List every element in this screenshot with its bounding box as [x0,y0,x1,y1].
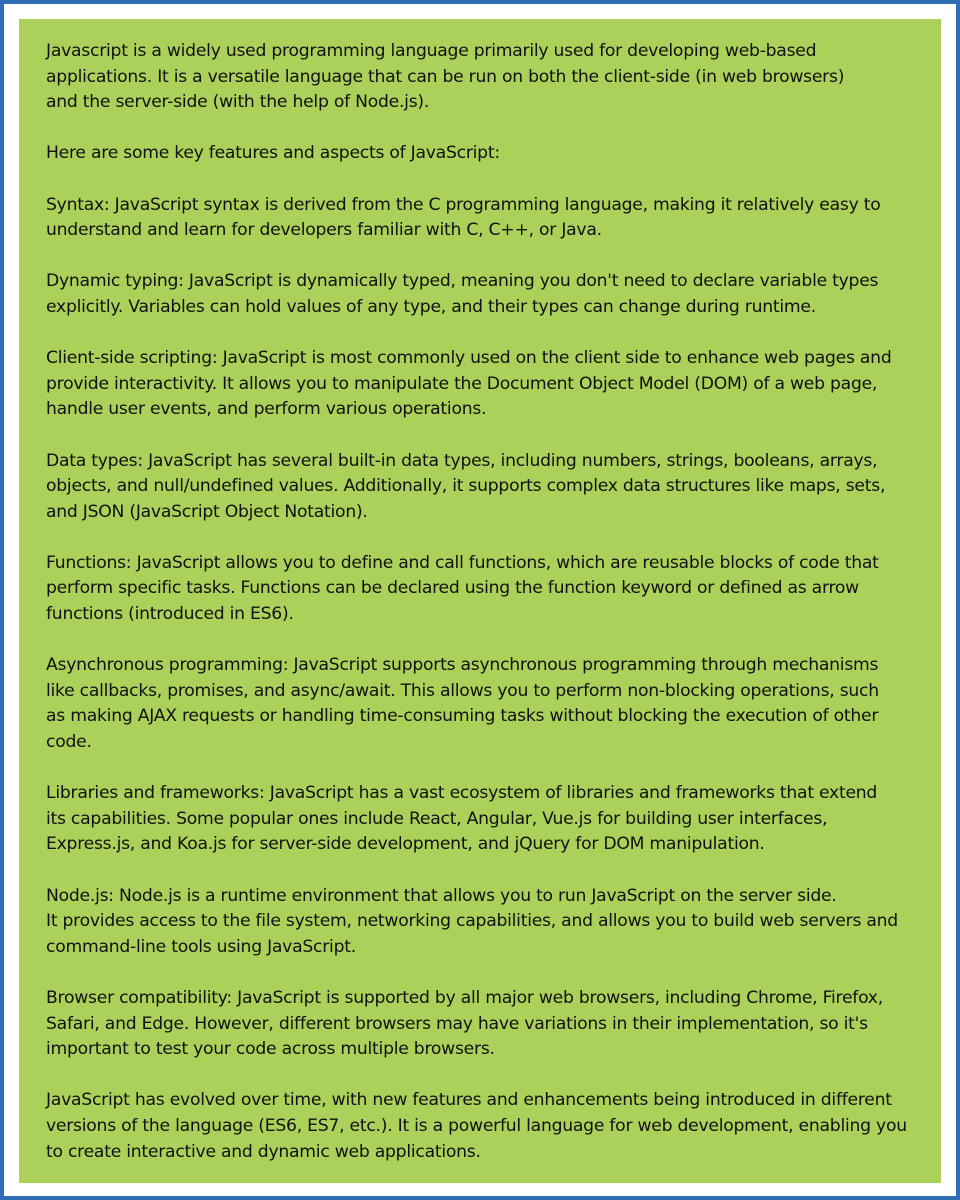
document-body [46,39,936,1191]
nodejs-paragraph: Node.js: Node.js is a runtime environment that allows you to run JavaScript on the server side. It provides access to the file system, networking capabilities, and allows you to build web servers and command-line tools using JavaScript. [46,885,898,957]
text-panel [19,19,941,1183]
intro-paragraph: Javascript is a widely used programming language primarily used for developing web-based applications. It is a versatile language that can be run on both the client-side (in web browsers) and the server-side (with the help of Node.js). [46,41,845,113]
syntax-paragraph: Syntax: JavaScript syntax is derived from the C programming language, making it relatively easy to understand and learn for developers familiar with C, C++, or Java. [46,194,881,241]
client-side-scripting-paragraph: Client-side scripting: JavaScript is most commonly used on the client side to enhance web pages and provide interactivity. It allows you to manipulate the Document Object Model (DOM) of a web page, handle user events, and perform various operations. [46,348,892,420]
conclusion-paragraph: JavaScript has evolved over time, with new features and enhancements being introduced in different versions of the language (ES6, ES7, etc.). It is a powerful language for web development, enabling you to create interactive and dynamic web applications. [46,1090,907,1162]
data-types-paragraph: Data types: JavaScript has several built-in data types, including numbers, strings, booleans, arrays, objects, and null/undefined values. Additionally, it supports complex data structures like maps, sets, and JSON (JavaScript Object Notation). [46,450,886,522]
asynchronous-programming-paragraph: Asynchronous programming: JavaScript supports asynchronous programming through mechanisms like callbacks, promises, and async/await. This allows you to perform non-blocking operations, such as making AJAX requests or handling time-consuming tasks without blocking the execution of other code. [46,655,879,753]
dynamic-typing-paragraph: Dynamic typing: JavaScript is dynamically typed, meaning you don't need to declare variable types explicitly. Variables can hold values of any type, and their types can change during runtime. [46,271,879,317]
functions-paragraph: Functions: JavaScript allows you to define and call functions, which are reusable blocks of code that perform specific tasks. Functions can be declared using the function keyword or defined as arrow functions (introduced in ES6). [46,552,879,625]
features-heading-paragraph: Here are some key features and aspects of JavaScript: [46,143,500,164]
libraries-frameworks-paragraph: Libraries and frameworks: JavaScript has a vast ecosystem of libraries and frameworks that extend its capabilities. Some popular ones include React, Angular, Vue.js for building user interfaces, Express.js, and Koa.js for server-side development, and jQuery for DOM manipulation. [46,783,878,855]
browser-compatibility-paragraph: Browser compatibility: JavaScript is supported by all major web browsers, including Chrome, Firefox, Safari, and Edge. However, different browsers may have variations in their implementation, so it's important to test your code across multiple browsers. [46,987,883,1060]
